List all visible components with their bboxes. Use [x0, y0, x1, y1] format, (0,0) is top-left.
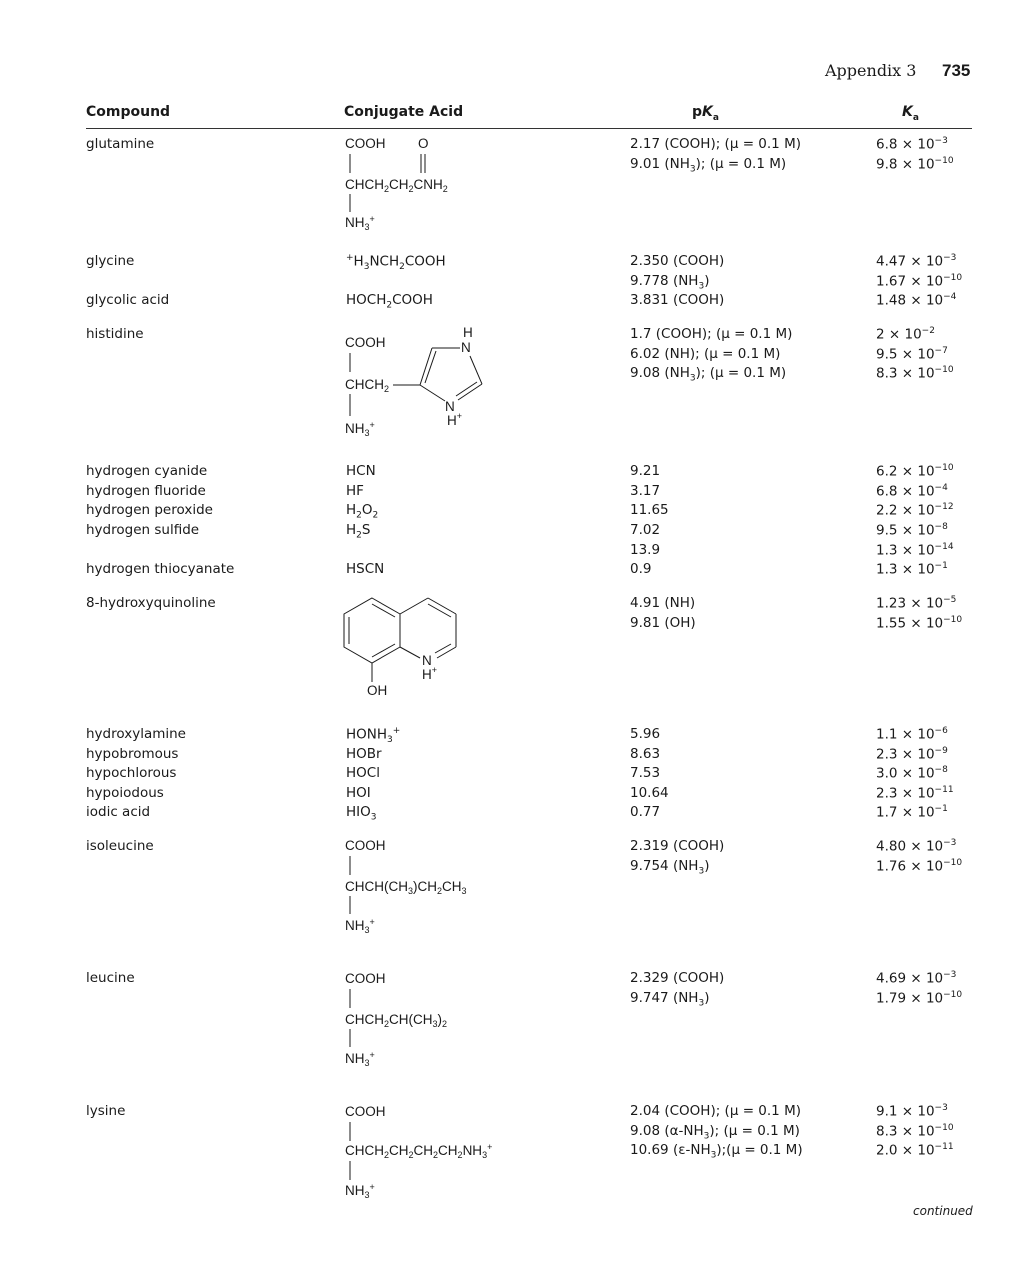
pka-value: 2.04 (COOH); (μ = 0.1 M): [630, 1103, 801, 1119]
pka-value: 10.64: [630, 785, 669, 801]
acid-hcn: HCN: [346, 463, 376, 479]
pka-value: 7.02: [630, 522, 661, 538]
acid-hio3: $HIO_3$: [346, 804, 377, 823]
acid-hobr: HOBr: [346, 746, 382, 762]
pka-value: 8.63: [630, 746, 661, 762]
svg-text:O: O: [418, 136, 429, 151]
pka-value: 9.08 $(\alpha-NH_3)$; (μ = 0.1 M): [630, 1122, 800, 1142]
acid-hf: HF: [346, 483, 364, 499]
svg-text:CHCH(CH3)CH2CH3: $CHCH(CH_3)CH_2CH_3$: [345, 879, 467, 896]
ka-value: $9.1 \times 10^{-3}$: [876, 1103, 948, 1120]
svg-text:OH: OH: [367, 683, 388, 698]
col-pka: $pK_a$: [692, 104, 719, 123]
svg-text:COOH: COOH: [345, 1104, 386, 1119]
svg-text:CHCH2: $CHCH_2$: [345, 377, 390, 394]
compound-name: hydrogen peroxide: [86, 502, 213, 518]
compound-name: leucine: [86, 970, 135, 986]
svg-text:H: H: [463, 325, 473, 340]
pka-value: 1.7 (COOH); (μ = 0.1 M): [630, 326, 793, 342]
pka-value: 6.02 (NH); (μ = 0.1 M): [630, 345, 781, 362]
pka-value: 3.17: [630, 483, 661, 499]
continued-note: continued: [913, 1204, 973, 1218]
pka-value: 4.91 (NH): [630, 595, 696, 611]
compound-name: hydrogen cyanide: [86, 463, 208, 479]
ka-value: $4.69 \times 10^{-3}$: [876, 970, 957, 987]
compound-name: histidine: [86, 326, 144, 342]
svg-text:COOH: COOH: [345, 838, 386, 853]
col-ka: $K_a$: [902, 104, 919, 123]
compound-name: hydrogen fluoride: [86, 483, 206, 499]
svg-text:H+: H+: [447, 411, 463, 428]
ka-value: $1.1 \times 10^{-6}$: [876, 726, 948, 743]
svg-text:CHCH2CH(CH3)2: $CHCH_2CH(CH_3)_2$: [345, 1012, 448, 1029]
svg-text:NH3+: $NH_3^+$: [345, 1050, 375, 1068]
ka-value: $1.3 \times 10^{-1}$: [876, 561, 948, 578]
compound-name: hypoiodous: [86, 785, 164, 801]
acid-glycolic: $HOCH_2COOH$: [346, 292, 433, 311]
compound-name: glutamine: [86, 136, 155, 152]
acid-hocl: HOCl: [346, 765, 380, 781]
ka-value: $1.55 \times 10^{-10}$: [876, 614, 963, 631]
svg-text:N: N: [461, 340, 471, 355]
col-compound: Compound: [86, 104, 171, 120]
ka-value: $1.67 \times 10^{-10}$: [876, 272, 963, 289]
pka-value: 0.9: [630, 561, 652, 577]
ka-value: $2.3 \times 10^{-11}$: [876, 785, 954, 802]
acid-hydroxylamine: $HONH_3^+$: [346, 726, 401, 746]
svg-text:N: N: [422, 653, 432, 668]
svg-text:CHCH2CH2CNH2: $CHCH_2CH_2CNH_2$: [345, 177, 448, 194]
pka-value: 10.69 $(\varepsilon-NH_3);(\mu = 0.1$ M): [630, 1142, 803, 1161]
pka-value: 7.53: [630, 765, 661, 781]
pka-value: 9.21: [630, 463, 661, 479]
acid-h2o2: $H_2O_2$: [346, 502, 379, 521]
acid-h2s: $H_2S$: [346, 522, 371, 541]
compound-name: lysine: [86, 1103, 126, 1119]
running-header: Appendix 3: [825, 61, 917, 80]
compound-name: hypochlorous: [86, 765, 177, 781]
ka-value: $1.79 \times 10^{-10}$: [876, 989, 963, 1006]
ka-value: $2.3 \times 10^{-9}$: [876, 746, 948, 763]
ka-value: $6.8 \times 10^{-4}$: [876, 483, 948, 500]
svg-text:H+: H+: [422, 665, 438, 682]
pka-value: 13.9: [630, 541, 661, 558]
pka-value: 3.831 (COOH): [630, 292, 725, 308]
pka-value: 0.77: [630, 804, 661, 820]
svg-text:NH3+: $NH_3^+$: [345, 420, 375, 438]
ka-value: $1.3 \times 10^{-14}$: [876, 541, 954, 558]
pka-value: 9.754 $(NH_3)$: [630, 857, 710, 877]
ka-value: $2 \times 10^{-2}$: [876, 326, 935, 343]
ka-value: $8.3 \times 10^{-10}$: [876, 1122, 954, 1139]
ka-value: $1.76 \times 10^{-10}$: [876, 857, 963, 874]
pka-value: 9.778 $(NH_3)$: [630, 272, 710, 292]
compound-name: glycine: [86, 253, 135, 269]
pka-value: 2.319 (COOH): [630, 838, 725, 854]
ka-value: $1.48 \times 10^{-4}$: [876, 292, 957, 309]
pka-value: 2.350 (COOH): [630, 253, 725, 269]
compound-name: glycolic acid: [86, 292, 170, 308]
compound-name: 8-hydroxyquinoline: [86, 595, 216, 611]
svg-text:NH3+: $NH_3^+$: [345, 917, 375, 935]
ka-value: $2.0 \times 10^{-11}$: [876, 1142, 954, 1159]
pka-value: 9.747 $(NH_3)$: [630, 989, 710, 1009]
pka-value: 9.81 (OH): [630, 614, 696, 631]
ka-value: $3.0 \times 10^{-8}$: [876, 765, 948, 782]
svg-text:NH3+: $NH_3^+$: [345, 214, 375, 232]
pka-value: 9.08 $(NH_3)$; (μ = 0.1 M): [630, 365, 787, 384]
ka-value: $2.2 \times 10^{-12}$: [876, 502, 954, 519]
compound-name: isoleucine: [86, 838, 154, 854]
svg-text:COOH: COOH: [345, 335, 386, 350]
ka-value: $4.47 \times 10^{-3}$: [876, 253, 957, 270]
svg-text:NH3+: $NH_3^+$: [345, 1182, 375, 1200]
pka-value: 2.17 (COOH); (μ = 0.1 M): [630, 136, 801, 152]
pka-value: 5.96: [630, 726, 661, 742]
acid-hoi: HOI: [346, 785, 371, 801]
svg-text:COOH: COOH: [345, 971, 386, 986]
ka-value: $4.80 \times 10^{-3}$: [876, 838, 957, 855]
svg-text:COOH: COOH: [345, 136, 386, 151]
page-number: 735: [942, 61, 971, 80]
ka-value: $6.8 \times 10^{-3}$: [876, 136, 948, 153]
pka-value: 2.329 (COOH): [630, 970, 725, 986]
ka-value: $9.5 \times 10^{-8}$: [876, 522, 948, 539]
ka-value: $9.8 \times 10^{-10}$: [876, 155, 954, 172]
compound-name: hypobromous: [86, 746, 179, 762]
compound-name: hydrogen thiocyanate: [86, 561, 235, 577]
ka-value: $9.5 \times 10^{-7}$: [876, 345, 948, 362]
pka-value: 11.65: [630, 502, 669, 518]
ka-value: $1.23 \times 10^{-5}$: [876, 595, 957, 612]
svg-text:CHCH2CH2CH2CH2NH3+: $CHCH_2CH_2CH_2CH_2NH_3^+$: [345, 1142, 493, 1160]
ka-value: $6.2 \times 10^{-10}$: [876, 463, 954, 480]
compound-name: iodic acid: [86, 804, 151, 820]
col-conjugate-acid: Conjugate Acid: [344, 104, 464, 120]
compound-name: hydroxylamine: [86, 726, 186, 742]
ka-value: $1.7 \times 10^{-1}$: [876, 804, 948, 821]
acid-hscn: HSCN: [346, 561, 385, 577]
pka-value: 9.01 $(NH_3)$; (μ = 0.1 M): [630, 155, 787, 175]
acid-glycine: $^+H_3NCH_2COOH$: [346, 253, 446, 273]
svg-text:N: N: [445, 399, 455, 414]
ka-value: $8.3 \times 10^{-10}$: [876, 365, 954, 382]
compound-name: hydrogen sulfide: [86, 522, 200, 538]
